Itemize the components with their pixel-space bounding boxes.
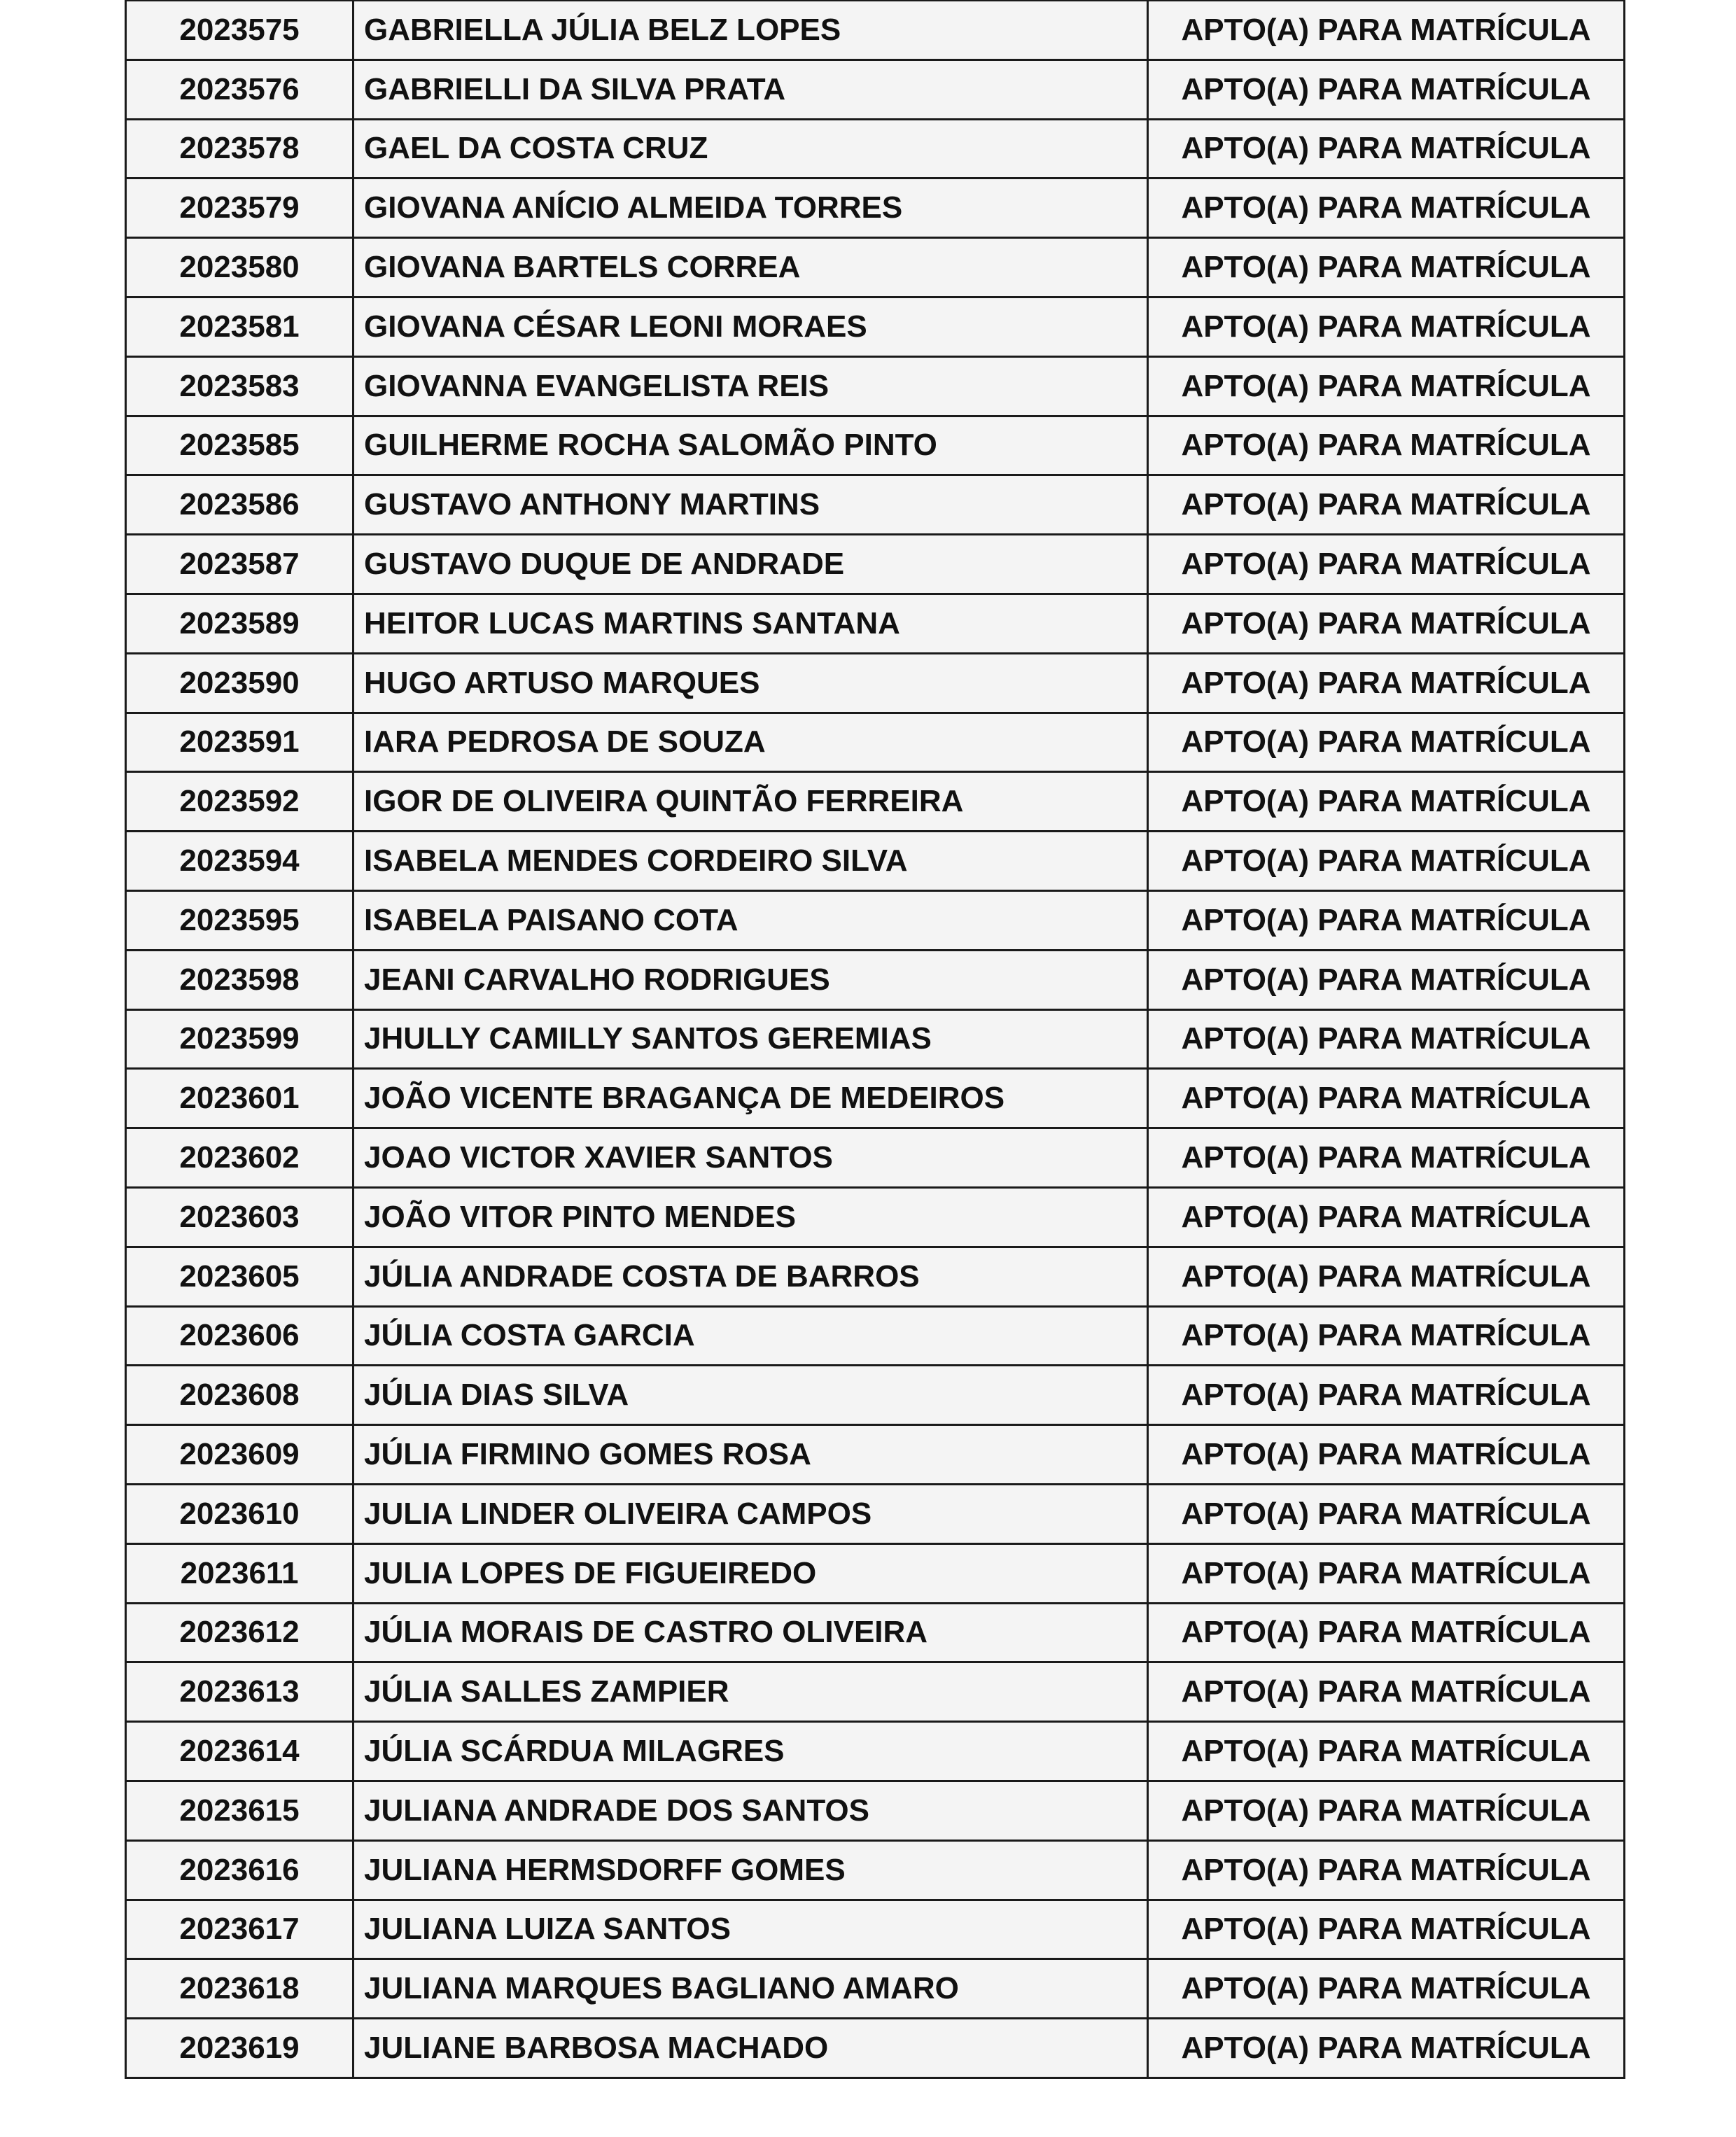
registration-number-cell: 2023619 — [126, 2019, 354, 2078]
enrollment-status-cell: APTO(A) PARA MATRÍCULA — [1148, 1247, 1625, 1306]
enrollment-status-cell: APTO(A) PARA MATRÍCULA — [1148, 1900, 1625, 1959]
table-row — [126, 1187, 1625, 1247]
candidate-name-cell: JULIANA ANDRADE DOS SANTOS — [354, 1781, 1148, 1840]
registration-number-cell: 2023580 — [126, 238, 354, 297]
candidate-name-cell: JULIANE BARBOSA MACHADO — [354, 2019, 1148, 2078]
registration-number-cell: 2023598 — [126, 950, 354, 1009]
registration-number-cell: 2023594 — [126, 832, 354, 891]
table-row — [126, 1366, 1625, 1425]
enrollment-status-cell: APTO(A) PARA MATRÍCULA — [1148, 950, 1625, 1009]
candidate-name-cell: JOÃO VICENTE BRAGANÇA DE MEDEIROS — [354, 1069, 1148, 1128]
registration-number-cell: 2023615 — [126, 1781, 354, 1840]
enrollment-status-cell: APTO(A) PARA MATRÍCULA — [1148, 1187, 1625, 1247]
enrollment-status-cell: APTO(A) PARA MATRÍCULA — [1148, 2019, 1625, 2078]
registration-number-cell: 2023576 — [126, 59, 354, 119]
candidate-name-cell: JOAO VICTOR XAVIER SANTOS — [354, 1128, 1148, 1188]
table-row — [126, 1781, 1625, 1840]
candidate-name-cell: JEANI CARVALHO RODRIGUES — [354, 950, 1148, 1009]
enrollment-status-cell: APTO(A) PARA MATRÍCULA — [1148, 1425, 1625, 1485]
registration-number-cell: 2023613 — [126, 1662, 354, 1722]
enrollment-status-cell: APTO(A) PARA MATRÍCULA — [1148, 1484, 1625, 1543]
enrollment-status-cell: APTO(A) PARA MATRÍCULA — [1148, 890, 1625, 950]
enrollment-status-cell: APTO(A) PARA MATRÍCULA — [1148, 1959, 1625, 2019]
table-row — [126, 238, 1625, 297]
enrollment-status-cell: APTO(A) PARA MATRÍCULA — [1148, 1366, 1625, 1425]
table-row — [126, 1603, 1625, 1662]
candidate-name-cell: HEITOR LUCAS MARTINS SANTANA — [354, 594, 1148, 653]
enrollment-status-cell: APTO(A) PARA MATRÍCULA — [1148, 1662, 1625, 1722]
candidate-name-cell: JÚLIA ANDRADE COSTA DE BARROS — [354, 1247, 1148, 1306]
enrollment-status-cell: APTO(A) PARA MATRÍCULA — [1148, 1069, 1625, 1128]
table-row — [126, 178, 1625, 238]
registration-number-cell: 2023605 — [126, 1247, 354, 1306]
candidate-name-cell: JOÃO VITOR PINTO MENDES — [354, 1187, 1148, 1247]
registration-number-cell: 2023591 — [126, 713, 354, 772]
registration-number-cell: 2023609 — [126, 1425, 354, 1485]
enrollment-status-cell: APTO(A) PARA MATRÍCULA — [1148, 475, 1625, 535]
candidate-name-cell: GUSTAVO DUQUE DE ANDRADE — [354, 535, 1148, 594]
enrollment-status-cell: APTO(A) PARA MATRÍCULA — [1148, 535, 1625, 594]
table-row — [126, 832, 1625, 891]
candidate-name-cell: JÚLIA FIRMINO GOMES ROSA — [354, 1425, 1148, 1485]
candidate-name-cell: GAEL DA COSTA CRUZ — [354, 119, 1148, 178]
table-row — [126, 297, 1625, 356]
table-row — [126, 1722, 1625, 1781]
enrollment-status-cell: APTO(A) PARA MATRÍCULA — [1148, 594, 1625, 653]
registration-number-cell: 2023608 — [126, 1366, 354, 1425]
table-row — [126, 1425, 1625, 1485]
table-row — [126, 950, 1625, 1009]
enrollment-status-cell: APTO(A) PARA MATRÍCULA — [1148, 416, 1625, 475]
table-row — [126, 475, 1625, 535]
registration-number-cell: 2023603 — [126, 1187, 354, 1247]
registration-number-cell: 2023601 — [126, 1069, 354, 1128]
enrollment-status-cell: APTO(A) PARA MATRÍCULA — [1148, 1603, 1625, 1662]
table-row — [126, 1128, 1625, 1188]
candidate-name-cell: GIOVANA BARTELS CORREA — [354, 238, 1148, 297]
table-row — [126, 1009, 1625, 1069]
enrollment-results-table — [125, 0, 1625, 2079]
table-row — [126, 1662, 1625, 1722]
table-row — [126, 1247, 1625, 1306]
candidate-name-cell: GABRIELLA JÚLIA BELZ LOPES — [354, 1, 1148, 59]
registration-number-cell: 2023612 — [126, 1603, 354, 1662]
enrollment-status-cell: APTO(A) PARA MATRÍCULA — [1148, 238, 1625, 297]
registration-number-cell: 2023586 — [126, 475, 354, 535]
enrollment-status-cell: APTO(A) PARA MATRÍCULA — [1148, 1722, 1625, 1781]
table-row — [126, 1, 1625, 59]
registration-number-cell: 2023610 — [126, 1484, 354, 1543]
candidate-name-cell: GIOVANA ANÍCIO ALMEIDA TORRES — [354, 178, 1148, 238]
table-body — [126, 1, 1625, 2078]
enrollment-status-cell: APTO(A) PARA MATRÍCULA — [1148, 1, 1625, 59]
enrollment-status-cell: APTO(A) PARA MATRÍCULA — [1148, 1840, 1625, 1900]
registration-number-cell: 2023606 — [126, 1306, 354, 1366]
table-row — [126, 2019, 1625, 2078]
table-row — [126, 1069, 1625, 1128]
enrollment-status-cell: APTO(A) PARA MATRÍCULA — [1148, 356, 1625, 416]
enrollment-status-cell: APTO(A) PARA MATRÍCULA — [1148, 1128, 1625, 1188]
enrollment-status-cell: APTO(A) PARA MATRÍCULA — [1148, 653, 1625, 713]
candidate-name-cell: GUILHERME ROCHA SALOMÃO PINTO — [354, 416, 1148, 475]
registration-number-cell: 2023581 — [126, 297, 354, 356]
table-row — [126, 59, 1625, 119]
table-row — [126, 772, 1625, 832]
table-row — [126, 890, 1625, 950]
candidate-name-cell: HUGO ARTUSO MARQUES — [354, 653, 1148, 713]
enrollment-status-cell: APTO(A) PARA MATRÍCULA — [1148, 713, 1625, 772]
candidate-name-cell: GIOVANNA EVANGELISTA REIS — [354, 356, 1148, 416]
table-row — [126, 119, 1625, 178]
table-row — [126, 713, 1625, 772]
enrollment-status-cell: APTO(A) PARA MATRÍCULA — [1148, 1009, 1625, 1069]
registration-number-cell: 2023616 — [126, 1840, 354, 1900]
registration-number-cell: 2023589 — [126, 594, 354, 653]
registration-number-cell: 2023617 — [126, 1900, 354, 1959]
registration-number-cell: 2023618 — [126, 1959, 354, 2019]
registration-number-cell: 2023599 — [126, 1009, 354, 1069]
table-row — [126, 416, 1625, 475]
enrollment-status-cell: APTO(A) PARA MATRÍCULA — [1148, 119, 1625, 178]
table-row — [126, 1959, 1625, 2019]
enrollment-status-cell: APTO(A) PARA MATRÍCULA — [1148, 178, 1625, 238]
enrollment-status-cell: APTO(A) PARA MATRÍCULA — [1148, 59, 1625, 119]
enrollment-status-cell: APTO(A) PARA MATRÍCULA — [1148, 297, 1625, 356]
table-row — [126, 1900, 1625, 1959]
candidate-name-cell: JHULLY CAMILLY SANTOS GEREMIAS — [354, 1009, 1148, 1069]
candidate-name-cell: JULIA LINDER OLIVEIRA CAMPOS — [354, 1484, 1148, 1543]
candidate-name-cell: JULIANA LUIZA SANTOS — [354, 1900, 1148, 1959]
table-row — [126, 356, 1625, 416]
registration-number-cell: 2023595 — [126, 890, 354, 950]
enrollment-status-cell: APTO(A) PARA MATRÍCULA — [1148, 1781, 1625, 1840]
registration-number-cell: 2023614 — [126, 1722, 354, 1781]
registration-number-cell: 2023585 — [126, 416, 354, 475]
candidate-name-cell: JÚLIA MORAIS DE CASTRO OLIVEIRA — [354, 1603, 1148, 1662]
candidate-name-cell: JÚLIA SCÁRDUA MILAGRES — [354, 1722, 1148, 1781]
table-row — [126, 653, 1625, 713]
enrollment-status-cell: APTO(A) PARA MATRÍCULA — [1148, 772, 1625, 832]
candidate-name-cell: JÚLIA DIAS SILVA — [354, 1366, 1148, 1425]
registration-number-cell: 2023575 — [126, 1, 354, 59]
candidate-name-cell: GABRIELLI DA SILVA PRATA — [354, 59, 1148, 119]
candidate-name-cell: JULIA LOPES DE FIGUEIREDO — [354, 1543, 1148, 1603]
registration-number-cell: 2023583 — [126, 356, 354, 416]
registration-number-cell: 2023578 — [126, 119, 354, 178]
enrollment-status-cell: APTO(A) PARA MATRÍCULA — [1148, 832, 1625, 891]
candidate-name-cell: JULIANA HERMSDORFF GOMES — [354, 1840, 1148, 1900]
candidate-name-cell: JÚLIA SALLES ZAMPIER — [354, 1662, 1148, 1722]
candidate-name-cell: GIOVANA CÉSAR LEONI MORAES — [354, 297, 1148, 356]
table-row — [126, 1484, 1625, 1543]
table-row — [126, 1543, 1625, 1603]
registration-number-cell: 2023579 — [126, 178, 354, 238]
candidate-name-cell: JULIANA MARQUES BAGLIANO AMARO — [354, 1959, 1148, 2019]
registration-number-cell: 2023587 — [126, 535, 354, 594]
table-row — [126, 1840, 1625, 1900]
candidate-name-cell: ISABELA MENDES CORDEIRO SILVA — [354, 832, 1148, 891]
enrollment-status-cell: APTO(A) PARA MATRÍCULA — [1148, 1306, 1625, 1366]
table-row — [126, 535, 1625, 594]
table-row — [126, 1306, 1625, 1366]
registration-number-cell: 2023602 — [126, 1128, 354, 1188]
enrollment-status-cell: APTO(A) PARA MATRÍCULA — [1148, 1543, 1625, 1603]
candidate-name-cell: IGOR DE OLIVEIRA QUINTÃO FERREIRA — [354, 772, 1148, 832]
candidate-name-cell: ISABELA PAISANO COTA — [354, 890, 1148, 950]
candidate-name-cell: GUSTAVO ANTHONY MARTINS — [354, 475, 1148, 535]
table-row — [126, 594, 1625, 653]
registration-number-cell: 2023592 — [126, 772, 354, 832]
registration-number-cell: 2023611 — [126, 1543, 354, 1603]
candidate-name-cell: IARA PEDROSA DE SOUZA — [354, 713, 1148, 772]
candidate-name-cell: JÚLIA COSTA GARCIA — [354, 1306, 1148, 1366]
registration-number-cell: 2023590 — [126, 653, 354, 713]
